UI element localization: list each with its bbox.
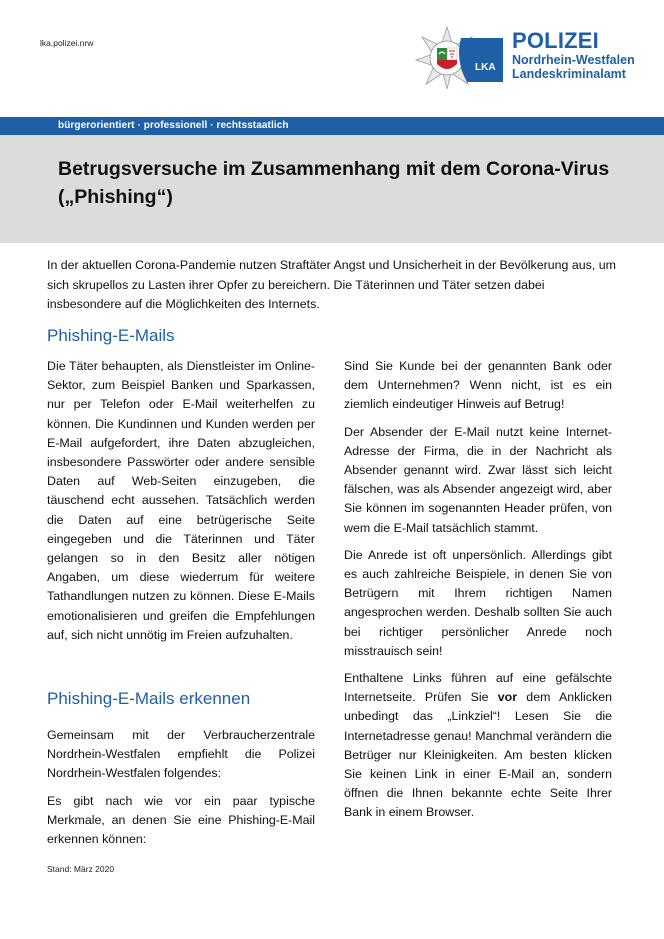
right-paragraph-2: Der Absender der E-Mail nutzt keine Internet-Adresse der Firma, die in der Nachricht als Absender genannt wird. Zwar lässt sich leicht fälschen, was als Absender angezeigt wird, aber Sie können im sogenannten Header prüfen, von wem die E-Mail tatsächlich stammt. xyxy=(344,424,612,535)
section-heading-recognize: Phishing-E-Mails erkennen xyxy=(47,689,251,708)
right-p4-bold: vor xyxy=(497,690,518,705)
document-date: Stand: März 2020 xyxy=(47,864,115,874)
page-title: Betrugsversuche im Zusammenhang mit dem Corona-Virus („Phishing“) xyxy=(58,158,610,208)
motto-band xyxy=(0,117,664,135)
police-star-emblem-icon xyxy=(405,26,505,90)
intro-paragraph: In der aktuellen Corona-Pandemie nutzen Straftäter Angst und Unsicherheit in der Bevölkerung aus, um sich skrupellos zu Lasten ihrer Opfer zu bereichern. Die Täterinnen und Täter setzen dabei insbesondere auf die Möglichkeiten des Internets. xyxy=(47,258,616,311)
motto-text: bürgerorientiert · professionell · rechtsstaatlich xyxy=(58,120,289,131)
section2-paragraph-2: Es gibt nach wie vor ein paar typische Merkmale, an denen Sie eine Phishing-E-Mail erkennen können: xyxy=(47,793,315,847)
right-p4-end: dem Anklicken unbedingt das „Linkziel“! Lesen Sie die Internetadresse genau! Manchmal verändern die Betrüger nur Kleinigkeiten. Am besten klicken Sie keinen Link in einer E-Mail an, sondern öffnen die Ihnen bekannte echte Seite Ihrer Bank in einem Browser. xyxy=(344,690,612,820)
lka-badge-text: LKA xyxy=(475,62,496,73)
section1-paragraph: Die Täter behaupten, als Dienstleister im Online-Sektor, zum Beispiel Banken und Sparkassen, nur per Telefon oder E-Mail weiterhelfen zu können. Die Kundinnen und Kunden werden per E-Mail aufgefordert, ihre Daten abzugleichen, insbesondere Passwörter oder andere sensible Daten auf Web-Seiten einzugeben, die täuschend echt aussehen. Tatsächlich werden die Daten auf eine betrügerische Seite eingegeben und die Täterinnen und Täter gelangen so in den Besitz aller nötigen Angaben, um diese wiederrum für weitere Tathandlungen nutzen zu können. Diese E-Mails emotionalisieren und greifen die Empfehlungen auf, sich nicht unnötig im Freien aufzuhalten. xyxy=(47,359,315,642)
right-paragraph-4 xyxy=(344,669,612,823)
police-logo-text xyxy=(512,29,635,81)
right-paragraph-1: Sind Sie Kunde bei der genannten Bank oder dem Unternehmen? Wenn nicht, ist es ein ziemlich eindeutiger Hinweis auf Betrug! xyxy=(344,359,612,412)
left-column xyxy=(47,357,315,653)
logo-line-agency: Landeskriminalamt xyxy=(512,67,626,81)
right-p4-start: Enthaltene Links führen auf eine gefälschte Internetseite. Prüfen Sie xyxy=(344,671,612,705)
right-paragraph-3: Die Anrede ist oft unpersönlich. Allerdings gibt es auch zahlreiche Beispiele, in denen Sie von Betrügern mit Ihrem richtigen Namen angesprochen werden. Deshalb sollten Sie auch bei richtiger persönlicher Anrede noch misstrauisch sein! xyxy=(344,547,612,658)
left-column-lower xyxy=(47,726,315,857)
right-column xyxy=(344,357,612,831)
logo-line-polizei: POLIZEI xyxy=(512,28,599,53)
section-heading-phishing-emails: Phishing-E-Mails xyxy=(47,326,175,345)
header-url: lka.polizei.nrw xyxy=(40,38,94,48)
title-box xyxy=(0,135,664,243)
section2-paragraph-1: Gemeinsam mit der Verbraucherzentrale Nordrhein-Westfalen empfiehlt die Polizei Nordrhein-Westfalen folgendes: xyxy=(47,728,315,781)
logo-line-region: Nordrhein-Westfalen xyxy=(512,53,635,67)
